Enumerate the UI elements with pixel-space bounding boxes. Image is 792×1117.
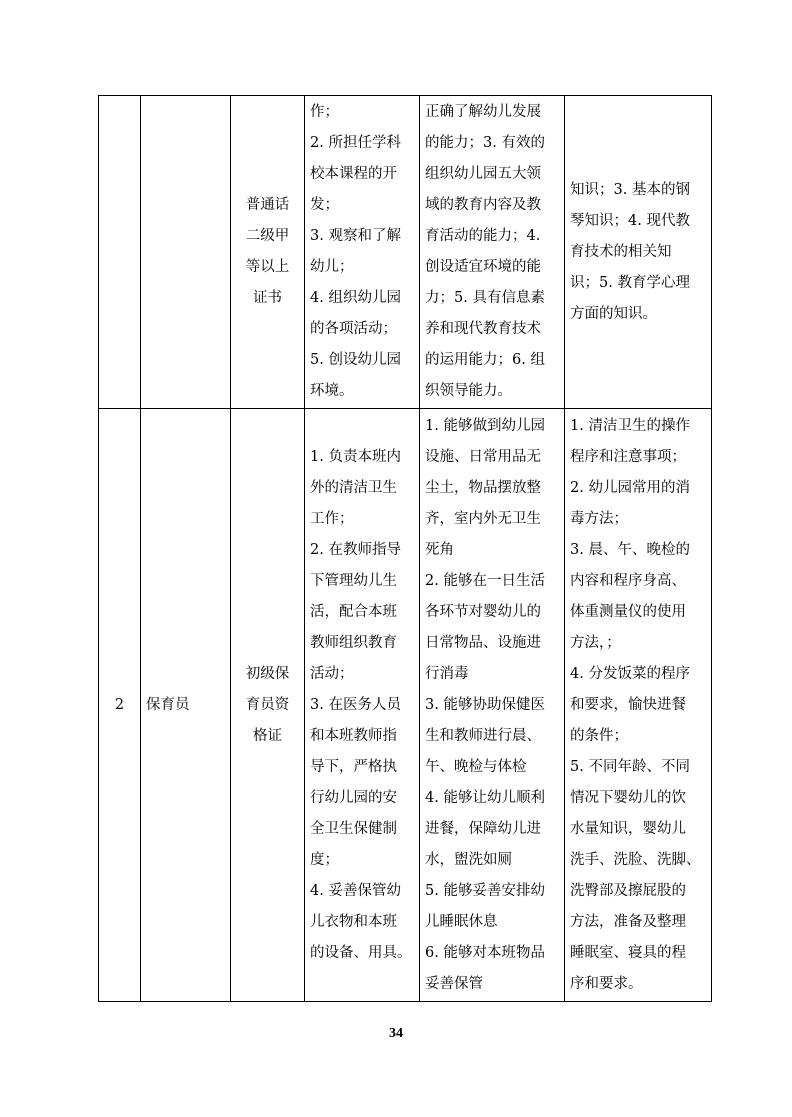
cell-line: 生和教师进行晨、 — [425, 727, 541, 744]
cell-line: 识；5. 教育学心理 — [570, 274, 690, 291]
cell-line: 二级甲 — [245, 228, 290, 244]
cell-line: 1. 负责本班内 — [310, 448, 401, 465]
cell-line: 妥善保管 — [425, 975, 483, 992]
certificate-cell — [231, 409, 305, 1002]
cell-line: 儿睡眠休息 — [425, 913, 498, 930]
cell-line: 3. 在医务人员 — [310, 696, 401, 713]
abilities-cell — [420, 409, 565, 1002]
cell-line: 1. 清洁卫生的操作 — [570, 417, 690, 434]
cell-line: 环境。 — [310, 383, 354, 399]
cell-line: 的运用能力；6. 组 — [425, 352, 545, 368]
cell-line: 活动； — [310, 665, 354, 682]
cell-line: 活，配合本班 — [310, 603, 397, 620]
cell-line: 方法，准备及整理 — [570, 913, 686, 930]
cell-line: 洗臀部及擦屁股的 — [570, 882, 686, 899]
abilities-cell — [420, 96, 565, 409]
knowledge-cell — [565, 96, 712, 409]
cell-line: 下管理幼儿生 — [310, 572, 397, 589]
cell-line: 2. 所担任学科 — [310, 135, 401, 151]
cell-line: 水量知识，婴幼儿 — [570, 820, 686, 837]
cell-line: 午、晚检与体检 — [425, 758, 527, 775]
cell-line: 校本课程的开 — [310, 166, 397, 182]
cell-line: 4. 组织幼儿园 — [310, 290, 401, 306]
cell-line: 普通话 — [245, 197, 290, 213]
cell-line: 4. 能够让幼儿顺利 — [425, 789, 545, 806]
cell-line: 力；5. 具有信息素 — [425, 290, 545, 306]
cell-line: 齐，室内外无卫生 — [425, 510, 541, 527]
cell-line: 3. 晨、午、晚检的 — [570, 541, 690, 558]
cell-line: 行幼儿园的安 — [310, 789, 397, 806]
cell-line: 3. 能够协助保健医 — [425, 696, 545, 713]
cell-line: 组织幼儿园五大领 — [425, 166, 541, 182]
cell-line: 养和现代教育技术 — [425, 321, 541, 337]
duties-cell — [305, 96, 420, 409]
cell-line: 日常物品、设施进 — [425, 634, 541, 651]
cell-line: 发； — [310, 197, 339, 213]
row-index-cell: 2 — [99, 409, 141, 1002]
cell-line: 域的教育内容及教 — [425, 197, 541, 213]
cell-line: 的能力；3. 有效的 — [425, 135, 545, 151]
cell-line: 1. 能够做到幼儿园 — [425, 417, 545, 434]
position-cell: 保育员 — [141, 409, 231, 1002]
duties-cell — [305, 409, 420, 1002]
cell-line: 死角 — [425, 541, 454, 558]
cell-line: 作； — [310, 104, 339, 120]
cell-line: 教师组织教育 — [310, 634, 397, 651]
cell-line: 和要求，愉快进餐 — [570, 696, 686, 713]
cell-line: 程序和注意事项； — [570, 448, 686, 465]
cell-line: 外的清洁卫生 — [310, 479, 397, 496]
cell-line: 工作； — [310, 510, 354, 527]
cell-line: 设施、日常用品无 — [425, 448, 541, 465]
cell-line: 3. 观察和了解 — [310, 228, 401, 244]
certificate-cell — [231, 96, 305, 409]
cell-line: 正确了解幼儿发展 — [425, 104, 541, 120]
cell-line: 育活动的能力；4. — [425, 228, 541, 244]
cell-line: 水，盥洗如厕 — [425, 851, 512, 868]
cell-line: 创设适宜环境的能 — [425, 259, 541, 275]
cell-line: 6. 能够对本班物品 — [425, 944, 545, 961]
cell-line: 格证 — [253, 727, 282, 744]
cell-line: 琴知识；4. 现代教 — [570, 212, 690, 229]
cell-line: 洗手、洗脸、洗脚、 — [570, 851, 701, 868]
cell-line: 的条件； — [570, 727, 628, 744]
cell-line: 进餐，保障幼儿进 — [425, 820, 541, 837]
cell-line: 幼儿； — [310, 259, 354, 275]
cell-line: 序和要求。 — [570, 975, 643, 992]
cell-line: 各环节对婴幼儿的 — [425, 603, 541, 620]
cell-line: 尘土，物品摆放整 — [425, 479, 541, 496]
cell-line: 织领导能力。 — [425, 383, 512, 399]
cell-line: 4. 妥善保管幼 — [310, 882, 401, 899]
knowledge-cell — [565, 409, 712, 1002]
cell-line: 度； — [310, 851, 339, 868]
position-requirements-table — [98, 95, 712, 1002]
cell-line: 体重测量仪的使用 — [570, 603, 686, 620]
cell-line: 的设备、用具。 — [310, 944, 412, 961]
cell-line: 5. 创设幼儿园 — [310, 352, 401, 368]
cell-line: 睡眠室、寝具的程 — [570, 944, 686, 961]
cell-line: 行消毒 — [425, 665, 469, 682]
cell-line: 证书 — [253, 290, 282, 306]
cell-line: 毒方法； — [570, 510, 628, 527]
cell-line: 内容和程序身高、 — [570, 572, 686, 589]
table-row — [99, 409, 712, 1002]
cell-line: 知识；3. 基本的钢 — [570, 181, 690, 198]
cell-line: 4. 分发饭菜的程序 — [570, 665, 690, 682]
position-cell — [141, 96, 231, 409]
cell-line: 2. 在教师指导 — [310, 541, 401, 558]
cell-line: 方法，； — [570, 634, 621, 651]
cell-line: 导下，严格执 — [310, 758, 397, 775]
cell-line: 和本班教师指 — [310, 727, 397, 744]
cell-line: 2. 能够在一日生活 — [425, 572, 545, 589]
page-number: 34 — [389, 1026, 403, 1041]
cell-line: 5. 不同年龄、不同 — [570, 758, 690, 775]
cell-line: 全卫生保健制 — [310, 820, 397, 837]
cell-line: 等以上 — [245, 259, 290, 275]
cell-line: 2. 幼儿园常用的消 — [570, 479, 690, 496]
cell-line: 方面的知识。 — [570, 305, 657, 322]
cell-line: 的各项活动； — [310, 321, 397, 337]
table-row — [99, 96, 712, 409]
row-index-cell — [99, 96, 141, 409]
cell-line: 育技术的相关知 — [570, 243, 672, 260]
cell-line: 育员资 — [245, 696, 290, 713]
cell-line: 初级保 — [245, 665, 290, 682]
cell-line: 5. 能够妥善安排幼 — [425, 882, 545, 899]
cell-line: 情况下婴幼儿的饮 — [570, 789, 686, 806]
cell-line: 儿衣物和本班 — [310, 913, 397, 930]
